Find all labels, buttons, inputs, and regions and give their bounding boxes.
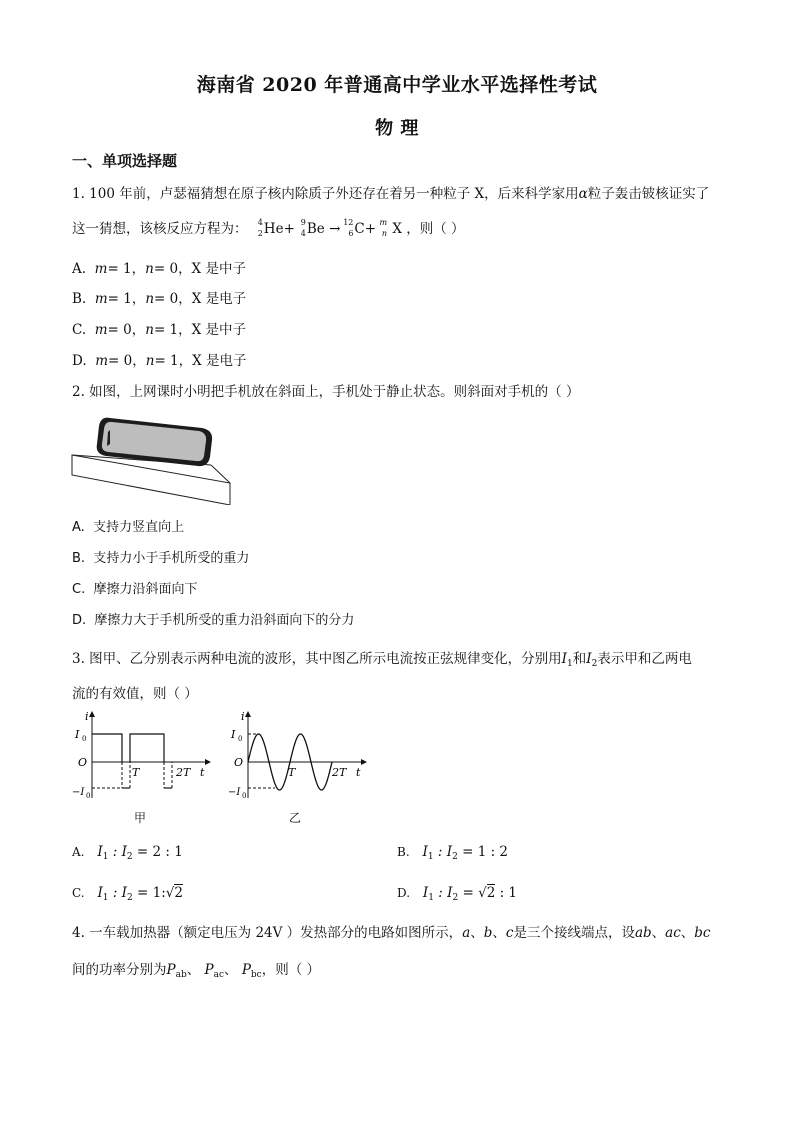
- arrow: →: [329, 221, 341, 237]
- svg-text:I: I: [231, 728, 236, 741]
- nuclear-equation: 4 2 He+ 9 4 Be → 12 6 C+ m n: [257, 217, 388, 238]
- q1-option-a[interactable]: A. m= 1，n= 0，X 是中子: [72, 261, 246, 277]
- q3-option-a[interactable]: A. $I_1$ : $I_2 = 2$ : 1: [72, 844, 183, 862]
- q1-line1: [72, 182, 709, 202]
- q3-line1: 3. 图甲、乙分别表示两种电流的波形，其中图乙所示电流按正弦规律变化，分别用$I_1$和$I_2$表示甲和乙两电: [72, 651, 692, 669]
- subject-title: 物 理: [375, 118, 419, 139]
- label-neg-I0: −I: [72, 787, 85, 798]
- q1-stem-part3: 这一猜想，该核反应方程为：: [72, 221, 248, 237]
- label-T: T: [132, 766, 140, 779]
- svg-text:t: t: [356, 766, 361, 779]
- exam-title: 海南省 2020 年普通高中学业水平选择性考试: [196, 74, 598, 96]
- plus: +: [283, 221, 295, 237]
- svg-text:−I: −I: [228, 787, 241, 798]
- q1-stem-part2: 粒子轰击铍核证实了: [587, 186, 710, 202]
- he-symbol: He: [263, 221, 284, 237]
- q3-option-d[interactable]: D. $I_1$ : $I_2 = √2$ : 1: [397, 885, 518, 903]
- label-I0: I: [75, 728, 80, 741]
- phone-on-incline-figure: [70, 410, 235, 505]
- axis-i: i: [85, 710, 89, 723]
- c-symbol: C: [354, 221, 365, 237]
- be-symbol: Be: [306, 221, 325, 237]
- alpha-symbol: α: [578, 186, 588, 202]
- svg-text:0: 0: [242, 792, 247, 800]
- phone-icon: [97, 418, 212, 466]
- svg-text:0: 0: [86, 792, 91, 800]
- svg-text:i: i: [241, 710, 245, 723]
- svg-text:O: O: [234, 756, 244, 769]
- q4-line1: 4. 一车载加热器（额定电压为 24V ）发热部分的电路如图所示，a、b、c是三个接线端点，设ab、ac、bc: [72, 925, 711, 941]
- q3-option-b[interactable]: B. $I_1$ : $I_2 = 1$ : 2: [397, 844, 508, 862]
- q2-stem: 2. 如图，上网课时小明把手机放在斜面上，手机处于静止状态。则斜面对手机的（ ）: [72, 384, 580, 400]
- label-yi: 乙: [289, 811, 302, 825]
- q1-line2: [72, 217, 465, 237]
- label-O: O: [78, 756, 88, 769]
- q1-stem-part4: X ，则（ ）: [392, 221, 465, 237]
- svg-text:2T: 2T: [332, 766, 347, 779]
- plus: +: [364, 221, 377, 237]
- section-heading: 一、单项选择题: [72, 152, 178, 170]
- q1-option-d[interactable]: D. m= 0，n= 1，X 是电子: [72, 353, 247, 369]
- svg-text:0: 0: [82, 735, 87, 743]
- q2-option-a[interactable]: A. 支持力竖直向上: [72, 520, 185, 535]
- axis-t: t: [200, 766, 205, 779]
- q1-stem-part1: 1. 100 年前，卢瑟福猜想在原子核内除质子外还存在着另一种粒子 X，后来科学家用: [72, 186, 579, 202]
- q2-option-d[interactable]: D. 摩擦力大于手机所受的重力沿斜面向下的分力: [72, 613, 355, 628]
- svg-text:T: T: [288, 766, 296, 779]
- label-jia: 甲: [134, 811, 147, 825]
- q2-option-b[interactable]: B. 支持力小于手机所受的重力: [72, 551, 250, 566]
- svg-text:0: 0: [238, 735, 243, 743]
- q1-option-b[interactable]: B. m= 1，n= 0，X 是电子: [72, 291, 247, 307]
- q1-option-c[interactable]: C. m= 0，n= 1，X 是中子: [72, 322, 247, 338]
- q3-option-c[interactable]: C. $I_1$ : $I_2$ = 1:√2: [72, 885, 183, 903]
- q2-option-c[interactable]: C. 摩擦力沿斜面向下: [72, 582, 198, 597]
- label-2T: 2T: [176, 766, 191, 779]
- q3-line2: 流的有效值，则（ ）: [72, 686, 198, 702]
- q4-line2: 间的功率分别为$P_{ab}$、 $P_{ac}$、 $P_{bc}$，则（ ）: [72, 962, 321, 980]
